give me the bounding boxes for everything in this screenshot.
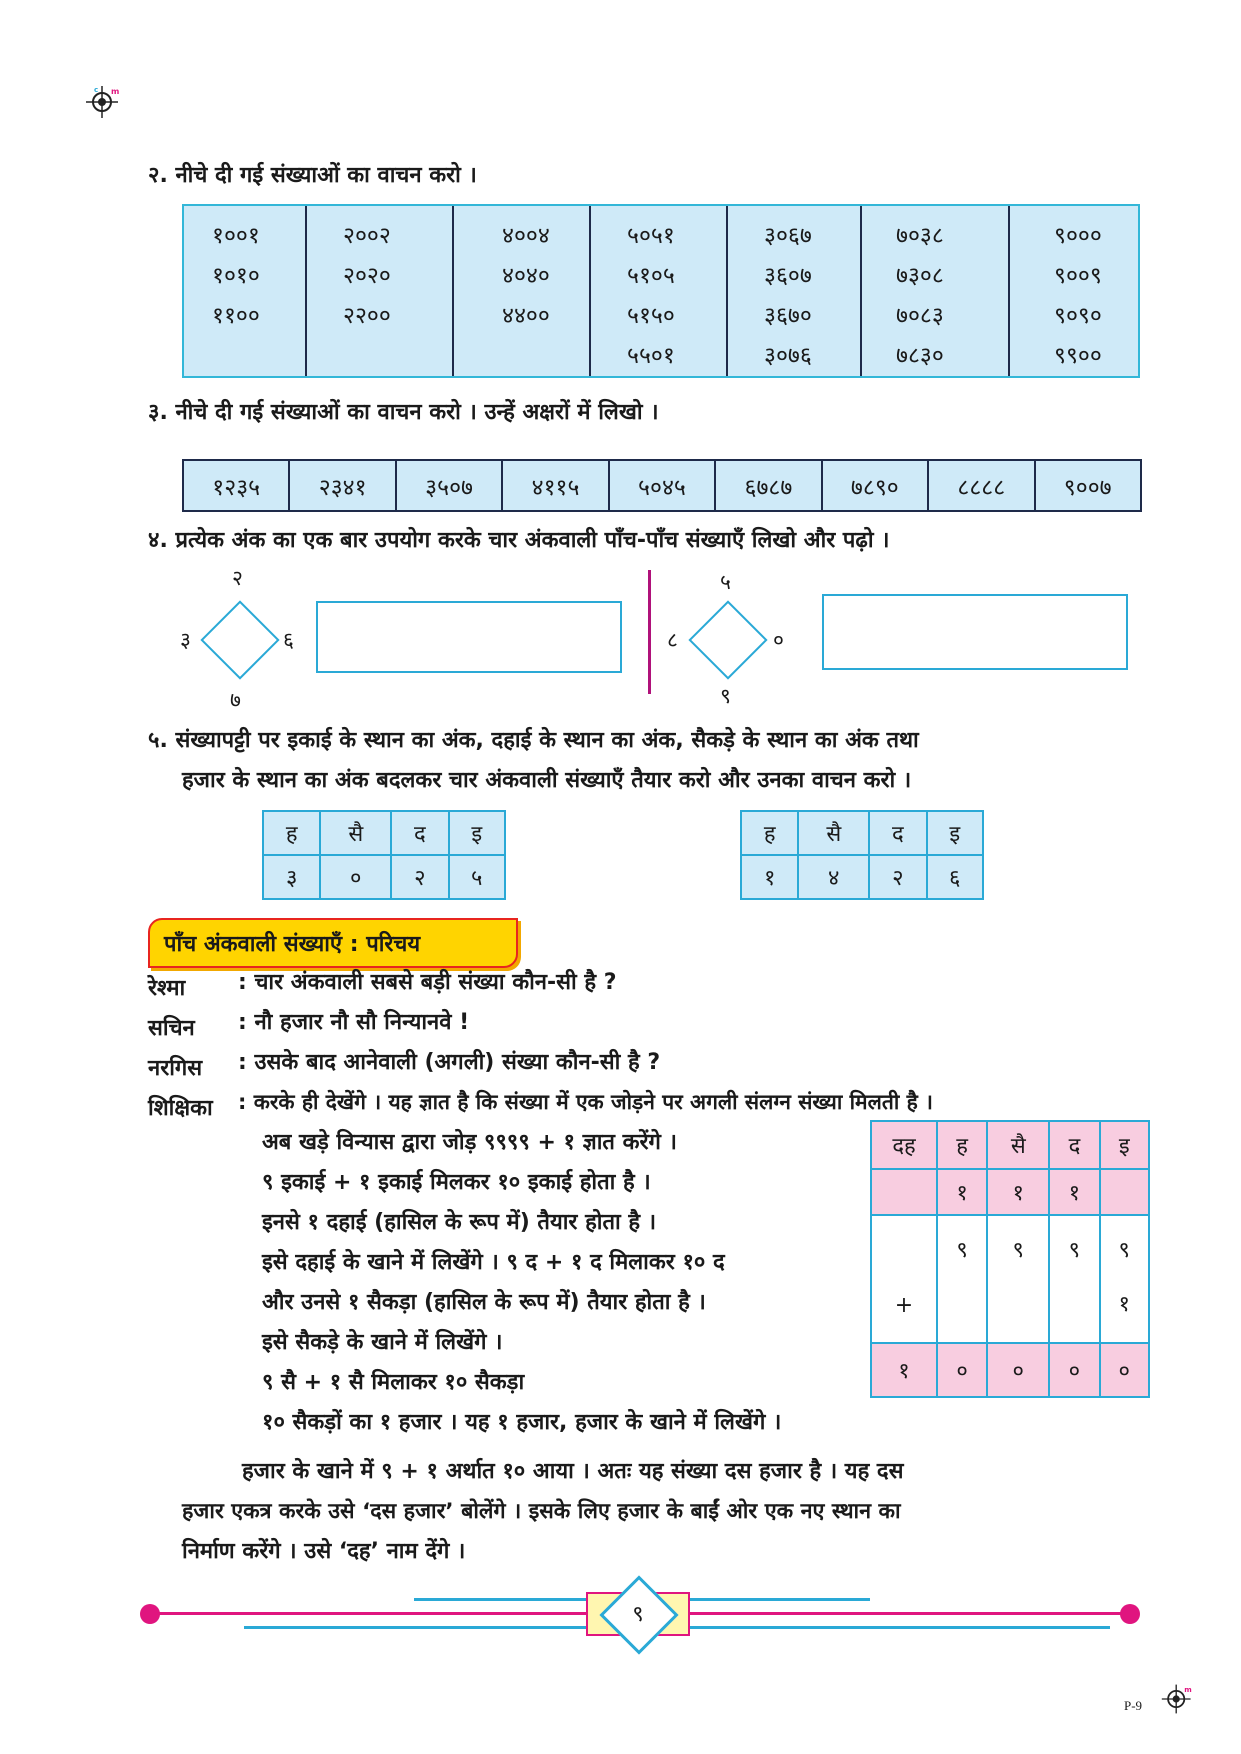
carry-cell: १ [937,1169,987,1215]
page-number: ९ [632,1602,644,1627]
diamond-shape [688,600,767,679]
q2-number: २०२० [343,263,391,289]
paragraph-line: निर्माण करेंगे । उसे ‘दह’ नाम देंगे । [182,1539,466,1564]
q2-number: ११०० [212,303,260,329]
q3-number-table [182,459,1142,512]
carry-cell: १ [1049,1169,1099,1215]
diamond2-bottom-digit: ९ [720,684,731,708]
diamond2-top-digit: ५ [720,570,731,594]
q2-column [591,206,728,376]
answer-box[interactable] [316,601,622,673]
q2-number: १००१ [212,223,260,249]
explanation-line: अब खड़े विन्यास द्वारा जोड़ ९९९९ + १ ज्ञात करेंगे । [262,1130,677,1155]
pv-digit: ० [320,855,391,899]
addend-cell: ९ [987,1215,1049,1343]
operator-cell: + [871,1215,937,1343]
svg-text:c: c [94,86,99,94]
q2-column [454,206,591,376]
pv-header: द [869,811,926,855]
q2-number: ९००० [1054,223,1102,249]
dialogue-line: : नौ हजार नौ सौ निन्यानवे ! [238,1010,470,1035]
pv-digit: ३ [263,855,320,899]
q2-number: ३६०७ [764,263,812,289]
q2-column [728,206,862,376]
pv-digit: २ [391,855,448,899]
pv-header: ह [741,811,798,855]
pv-digit: ४ [798,855,869,899]
add-header: द [1049,1121,1099,1169]
diamond1-right-digit: ६ [283,628,294,652]
speaker-label: नरगिस [148,1056,203,1081]
explanation-line: इसे दहाई के खाने में लिखेंगे । ९ द + १ द मिलाकर १० द [262,1250,725,1275]
q3-heading: ३. नीचे दी गई संख्याओं का वाचन करो । उन्हें अक्षरों में लिखो । [148,400,659,425]
q2-number: ३६७० [764,303,812,329]
pv-header: ह [263,811,320,855]
q3-number: ८८८८ [929,461,1035,510]
pv-header: इ [449,811,505,855]
addend2-units: १ [1118,1292,1130,1317]
q2-number: ४०४० [502,263,550,289]
footer-line [690,1626,1110,1629]
answer-box[interactable] [822,594,1128,670]
result-cell: ० [1100,1343,1149,1397]
dialogue-line: : उसके बाद आनेवाली (अगली) संख्या कौन-सी है ? [238,1050,661,1075]
q2-column [1010,206,1138,376]
q3-number: ४११५ [503,461,609,510]
pv-header: द [391,811,448,855]
addend-cell: ९ [1049,1215,1099,1343]
explanation-line: ९ इकाई + १ इकाई मिलकर १० इकाई होता है । [262,1170,651,1195]
diamond-shape [200,600,279,679]
q2-number: ७०८३ [896,303,944,329]
pv-digit: ५ [449,855,505,899]
q2-column [184,206,307,376]
q2-column [862,206,1010,376]
q2-number: ९०९० [1054,303,1102,329]
q2-column [307,206,454,376]
pv-header: सै [798,811,869,855]
place-value-table-2 [740,810,984,900]
registration-mark-icon [1160,1682,1196,1716]
q3-number: ७८९० [823,461,929,510]
q2-number: ५१५० [627,303,675,329]
pv-digit: २ [869,855,926,899]
carry-cell: १ [987,1169,1049,1215]
q2-number: २२०० [343,303,391,329]
place-value-table-1 [262,810,506,900]
q2-number: ५५०१ [627,343,675,369]
q2-number: ४४०० [502,303,550,329]
page-code: P-9 [1124,1698,1143,1713]
pv-header: सै [320,811,391,855]
addition-table [870,1120,1150,1398]
svg-text:m: m [1184,1684,1192,1694]
q2-number: ७०३८ [896,223,944,249]
q2-number: ९००९ [1054,263,1102,289]
q2-number: १०१० [212,263,260,289]
speaker-label: रेश्मा [148,976,186,1001]
registration-mark-icon [84,84,124,120]
q2-number: ५०५१ [627,223,675,249]
q2-number: ७३०८ [896,263,944,289]
footer-line [680,1598,870,1601]
speaker-label: सचिन [148,1016,195,1041]
svg-text:m: m [111,87,120,96]
explanation-line: ९ सै + १ सै मिलाकर १० सैकड़ा [262,1370,525,1395]
result-cell: ० [1049,1343,1099,1397]
addend1-units: ९ [1118,1238,1130,1263]
q5-line2: हजार के स्थान का अंक बदलकर चार अंकवाली संख्याएँ तैयार करो और उनका वाचन करो । [182,768,912,793]
diamond1-left-digit: ३ [180,628,191,652]
q3-number: १२३५ [184,461,290,510]
divider [648,570,651,694]
result-cell: ० [937,1343,987,1397]
pv-header: इ [927,811,983,855]
add-header: इ [1100,1121,1149,1169]
q2-number-table [182,204,1140,378]
q3-number: ९००७ [1063,474,1112,501]
explanation-line: इनसे १ दहाई (हासिल के रूप में) तैयार होता है । [262,1210,657,1235]
q2-number: ३०६७ [764,223,812,249]
carry-cell [871,1169,937,1215]
section-heading: पाँच अंकवाली संख्याएँ : परिचय [148,918,518,968]
q2-number: २००२ [343,223,391,249]
q2-number: ९९०० [1054,343,1102,369]
q2-number: ७८३० [896,343,944,369]
diamond1-top-digit: २ [232,566,243,590]
explanation-line: और उनसे १ सैकड़ा (हासिल के रूप में) तैयार होता है । [262,1290,706,1315]
speaker-label: शिक्षिका [148,1096,213,1121]
add-header: सै [987,1121,1049,1169]
q4-heading: ४. प्रत्येक अंक का एक बार उपयोग करके चार अंकवाली पाँच-पाँच संख्याएँ लिखो और पढ़ो । [148,528,890,553]
q2-number: ३०७६ [764,343,812,369]
result-cell: ० [987,1343,1049,1397]
q3-number: ६७८७ [716,461,822,510]
explanation-line: इसे सैकड़े के खाने में लिखेंगे । [262,1330,503,1355]
carry-cell [1100,1169,1149,1215]
pv-digit: ६ [927,855,983,899]
add-header: ह [937,1121,987,1169]
q2-number: ४००४ [502,223,550,249]
q2-number: ५१०५ [627,263,675,289]
result-cell: १ [871,1343,937,1397]
paragraph-line: हजार के खाने में ९ + १ अर्थात १० आया । अतः यह संख्या दस हजार है । यह दस [242,1459,904,1484]
q5-line1: ५. संख्यापट्टी पर इकाई के स्थान का अंक, दहाई के स्थान का अंक, सैकड़े के स्थान का अंक तथा [148,728,919,753]
diamond2-right-digit: ० [773,628,784,652]
q3-number: ३५०७ [397,461,503,510]
dialogue-line: : चार अंकवाली सबसे बड़ी संख्या कौन-सी है ? [238,970,617,995]
q3-number: २३४१ [290,461,396,510]
add-header: दह [871,1121,937,1169]
explanation-line: १० सैकड़ों का १ हजार । यह १ हजार, हजार के खाने में लिखेंगे । [262,1410,782,1435]
dialogue-line: : करके ही देखेंगे । यह ज्ञात है कि संख्या में एक जोड़ने पर अगली संलग्न संख्या मिलती है । [238,1090,933,1114]
q2-heading: २. नीचे दी गई संख्याओं का वाचन करो । [148,163,477,188]
diamond2-left-digit: ८ [667,628,678,652]
q3-number: ५०४५ [610,461,716,510]
pv-digit: १ [741,855,798,899]
diamond1-bottom-digit: ७ [230,688,241,712]
paragraph-line: हजार एकत्र करके उसे ‘दस हजार’ बोलेंगे । इसके लिए हजार के बाईं ओर एक नए स्थान का [182,1499,901,1524]
addend-cell: ९ [937,1215,987,1343]
addend-cell [1100,1215,1149,1343]
